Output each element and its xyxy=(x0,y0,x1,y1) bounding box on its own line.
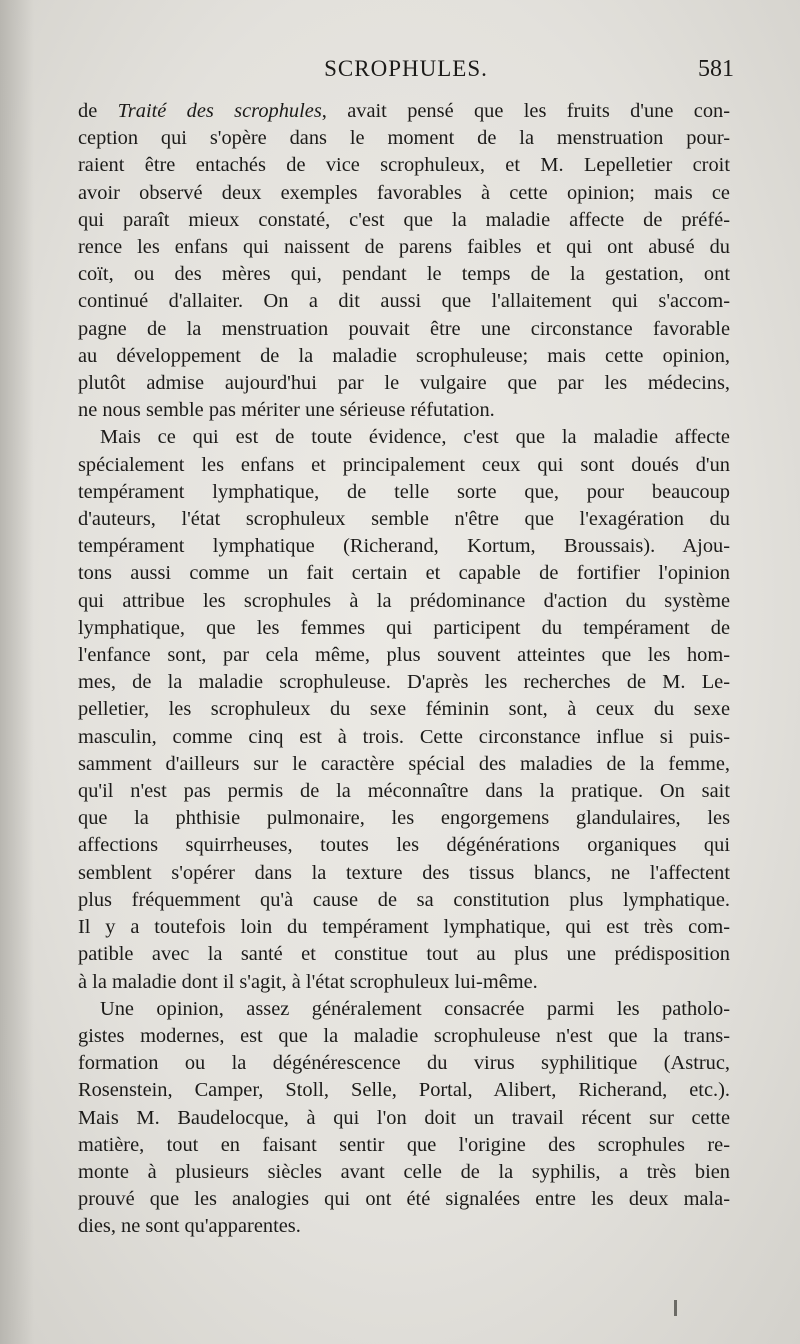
paragraph-start-line: Mais ce qui est de toute évidence, c'est que la maladie affecte xyxy=(100,426,730,449)
text-line: gistes modernes, est que la maladie scrophuleuse n'est que la trans- xyxy=(78,1024,730,1047)
text-line: à la maladie dont il s'agit, à l'état scrophuleux lui-même. xyxy=(78,970,538,993)
text-line: spécialement les enfans et principalement ceux qui sont doués d'un xyxy=(78,453,730,476)
text-line: masculin, comme cinq est à trois. Cette circonstance influe si puis- xyxy=(78,725,730,748)
text-line: l'enfance sont, par cela même, plus souvent atteintes que les hom- xyxy=(78,644,730,667)
text-line: pagne de la menstruation pouvait être une circonstance favorable xyxy=(78,317,730,340)
page-header xyxy=(78,56,734,90)
text-line: semblent s'opérer dans la texture des tissus blancs, ne l'affectent xyxy=(78,861,730,884)
page-number: 581 xyxy=(698,56,734,82)
binding-shadow xyxy=(0,0,34,1344)
text-line: rence les enfans qui naissent de parens faibles et qui ont abusé du xyxy=(78,236,730,259)
text-line: tempérament lymphatique (Richerand, Kortum, Broussais). Ajou- xyxy=(78,535,730,558)
text-line: lymphatique, que les femmes qui participent du tempérament de xyxy=(78,616,730,639)
text-line: patible avec la santé et constitue tout au plus une prédisposition xyxy=(78,943,730,966)
body-text xyxy=(78,98,730,1241)
text-line: de Traité des scrophules, avait pensé que les fruits d'une con- xyxy=(78,100,730,122)
text-line: tempérament lymphatique, de telle sorte que, pour beaucoup xyxy=(78,480,730,503)
text-line: plus fréquemment qu'à cause de sa constitution plus lymphatique. xyxy=(78,888,730,911)
text-line: samment d'ailleurs sur le caractère spécial des maladies de la femme, xyxy=(78,752,730,775)
text-line: qui attribue les scrophules à la prédominance d'action du système xyxy=(78,589,730,612)
text-line: tons aussi comme un fait certain et capable de fortifier l'opinion xyxy=(78,562,730,585)
text-line: affections squirrheuses, toutes les dégénérations organiques qui xyxy=(78,834,730,857)
text-line: Rosenstein, Camper, Stoll, Selle, Portal, Alibert, Richerand, etc.). xyxy=(78,1079,730,1102)
text-line: matière, tout en faisant sentir que l'origine des scrophules re- xyxy=(78,1133,730,1156)
cited-title: Traité des scrophules xyxy=(117,100,322,122)
ink-mark xyxy=(674,1300,677,1316)
text-line: pelletier, les scrophuleux du sexe féminin sont, à ceux du sexe xyxy=(78,698,730,721)
text-line: prouvé que les analogies qui ont été signalées entre les deux mala- xyxy=(78,1188,730,1211)
text-line: qui paraît mieux constaté, c'est que la maladie affecte de préfé- xyxy=(78,208,730,231)
text-line: d'auteurs, l'état scrophuleux semble n'être que l'exagération du xyxy=(78,508,730,531)
running-title: SCROPHULES. xyxy=(324,56,488,81)
text-line: qu'il n'est pas permis de la méconnaître dans la pratique. On sait xyxy=(78,780,730,803)
text-line: ception qui s'opère dans le moment de la menstruation pour- xyxy=(78,127,730,150)
text-line: continué d'allaiter. On a dit aussi que l'allaitement qui s'accom- xyxy=(78,290,730,313)
text-line: formation ou la dégénérescence du virus syphilitique (Astruc, xyxy=(78,1052,730,1075)
text-line: ne nous semble pas mériter une sérieuse réfutation. xyxy=(78,399,495,422)
text-line: plutôt admise aujourd'hui par le vulgaire que par les médecins, xyxy=(78,372,730,395)
text-line: Il y a toutefois loin du tempérament lymphatique, qui est très com- xyxy=(78,916,730,939)
text-line: coït, ou des mères qui, pendant le temps de la gestation, ont xyxy=(78,263,730,286)
text-line: monte à plusieurs siècles avant celle de la syphilis, a très bien xyxy=(78,1160,730,1183)
text-line: raient être entachés de vice scrophuleux, et M. Lepelletier croit xyxy=(78,154,730,177)
text-line: que la phthisie pulmonaire, les engorgemens glandulaires, les xyxy=(78,807,730,830)
text-line: avoir observé deux exemples favorables à cette opinion; mais ce xyxy=(78,181,730,204)
text-line: au développement de la maladie scrophuleuse; mais cette opinion, xyxy=(78,344,730,367)
text-line: Mais M. Baudelocque, à qui l'on doit un travail récent sur cette xyxy=(78,1106,730,1129)
text-line: mes, de la maladie scrophuleuse. D'après les recherches de M. Le- xyxy=(78,671,730,694)
paragraph-start-line: Une opinion, assez généralement consacrée parmi les patholo- xyxy=(100,997,730,1020)
text-line: dies, ne sont qu'apparentes. xyxy=(78,1215,301,1238)
